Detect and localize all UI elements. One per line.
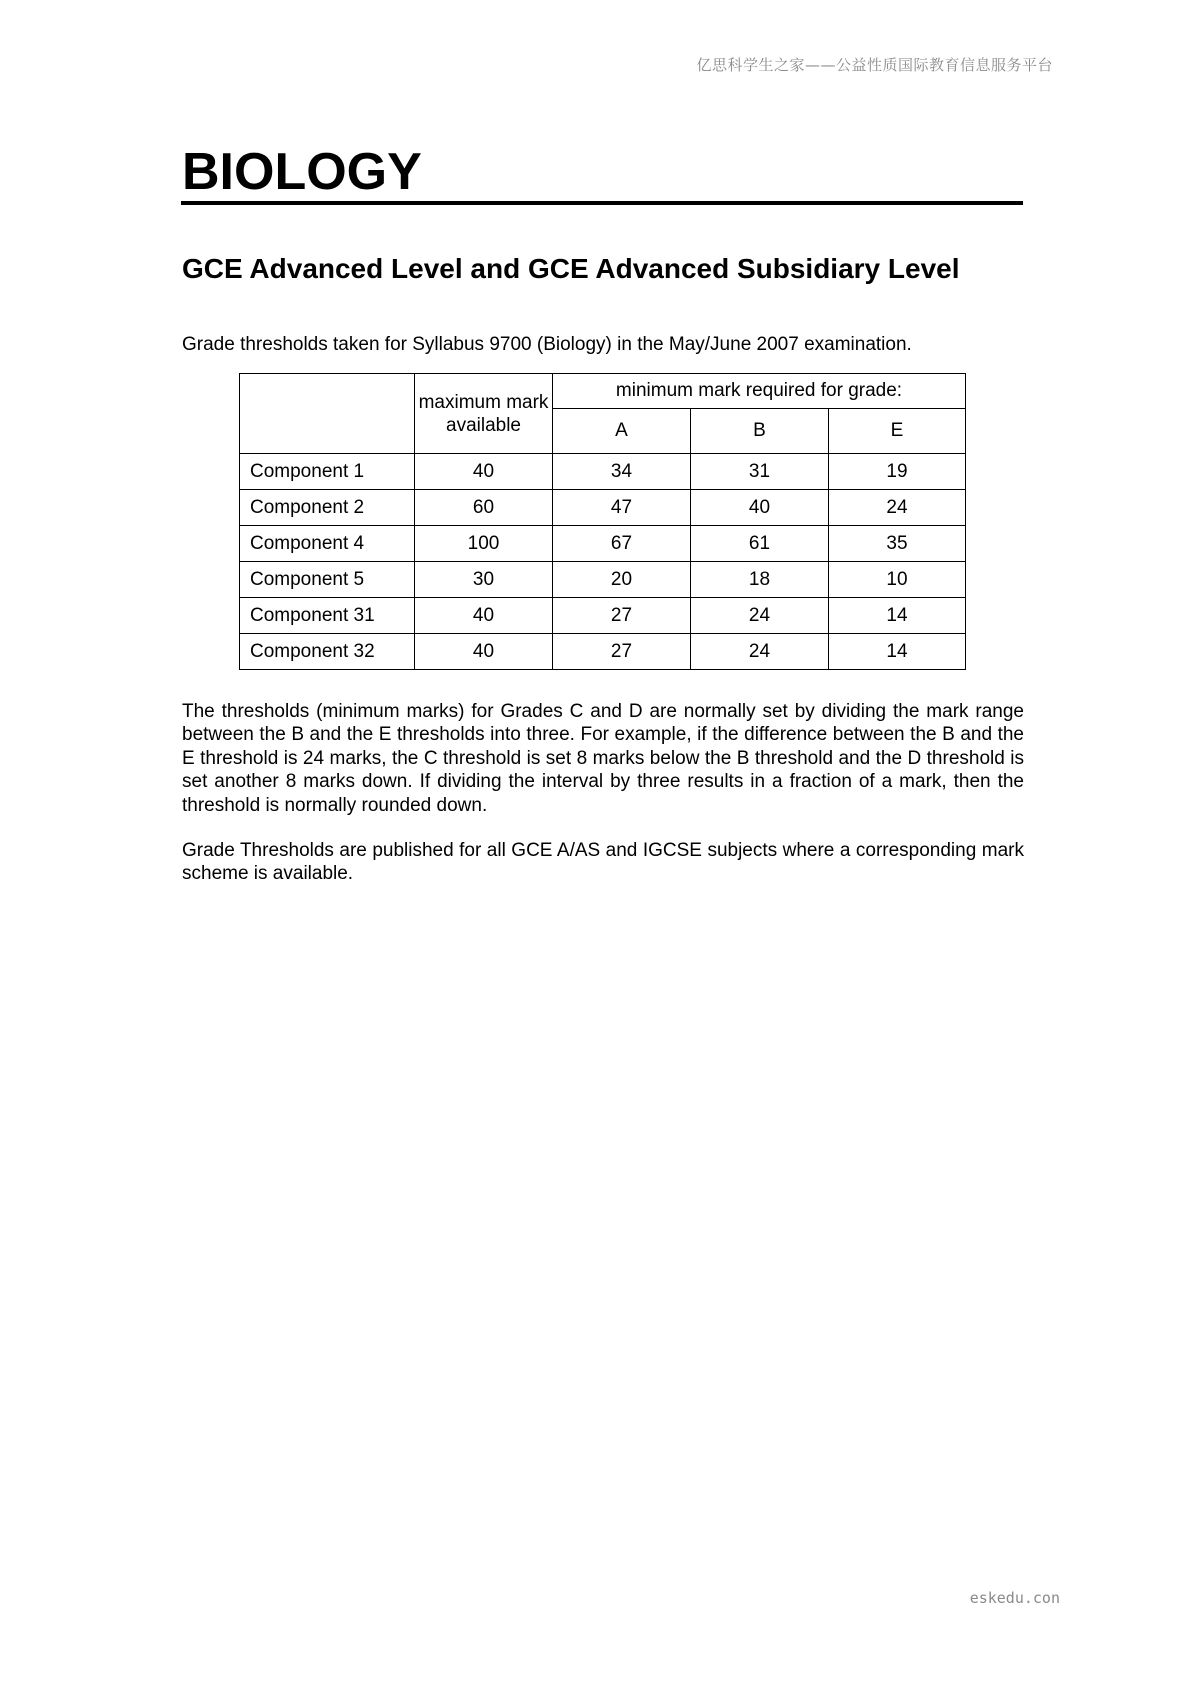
title-rule [181, 201, 1023, 205]
grade-e-cell: 24 [829, 490, 966, 526]
table-row [240, 634, 966, 670]
grade-a-cell: 47 [553, 490, 691, 526]
grade-b-cell: 18 [691, 562, 829, 598]
grade-b-cell: 40 [691, 490, 829, 526]
table-row [240, 598, 966, 634]
intro-text: Grade thresholds taken for Syllabus 9700 (Biology) in the May/June 2007 examination. [182, 334, 912, 355]
page-title: BIOLOGY [182, 143, 422, 201]
grade-b-cell: 24 [691, 598, 829, 634]
table-header-grade-e: E [829, 409, 966, 454]
table-header-grade-a: A [553, 409, 691, 454]
grade-a-cell: 67 [553, 526, 691, 562]
table-row [240, 454, 966, 490]
grade-e-cell: 14 [829, 598, 966, 634]
table-header-row [240, 374, 966, 409]
grade-e-cell: 14 [829, 634, 966, 670]
max-cell: 40 [415, 634, 553, 670]
max-cell: 30 [415, 562, 553, 598]
grade-a-cell: 27 [553, 634, 691, 670]
table-row [240, 526, 966, 562]
thresholds-explanation-paragraph: The thresholds (minimum marks) for Grades C and D are normally set by dividing the mark range between the B and the E thresholds into three. For example, if the difference between the B and the E threshold is 24 marks, the C threshold is set 8 marks below the B threshold and the D threshold is set another 8 marks down. If dividing the interval by three results in a fraction of a mark, then the threshold is normally rounded down. [182, 701, 1024, 816]
max-cell: 40 [415, 598, 553, 634]
table-header-max: maximum mark available [415, 374, 553, 454]
grade-e-cell: 19 [829, 454, 966, 490]
grade-e-cell: 35 [829, 526, 966, 562]
grade-e-cell: 10 [829, 562, 966, 598]
table-row [240, 562, 966, 598]
component-cell: Component 4 [240, 526, 415, 562]
table-row [240, 490, 966, 526]
grade-a-cell: 27 [553, 598, 691, 634]
component-cell: Component 5 [240, 562, 415, 598]
header-watermark: 亿思科学生之家——公益性质国际教育信息服务平台 [696, 56, 1053, 74]
grade-a-cell: 20 [553, 562, 691, 598]
component-cell: Component 2 [240, 490, 415, 526]
page-subtitle: GCE Advanced Level and GCE Advanced Subsidiary Level [182, 253, 960, 284]
grade-b-cell: 61 [691, 526, 829, 562]
max-cell: 100 [415, 526, 553, 562]
component-cell: Component 32 [240, 634, 415, 670]
table-header-blank [240, 374, 415, 454]
max-cell: 60 [415, 490, 553, 526]
component-cell: Component 31 [240, 598, 415, 634]
grade-a-cell: 34 [553, 454, 691, 490]
component-cell: Component 1 [240, 454, 415, 490]
grade-b-cell: 24 [691, 634, 829, 670]
grade-threshold-table [239, 373, 966, 670]
footer-site: eskedu.con [969, 1589, 1060, 1607]
table-header-grade-b: B [691, 409, 829, 454]
grade-b-cell: 31 [691, 454, 829, 490]
max-cell: 40 [415, 454, 553, 490]
publication-note-paragraph: Grade Thresholds are published for all GCE A/AS and IGCSE subjects where a corresponding mark scheme is available. [182, 840, 1024, 885]
table-header-min: minimum mark required for grade: [553, 374, 966, 409]
